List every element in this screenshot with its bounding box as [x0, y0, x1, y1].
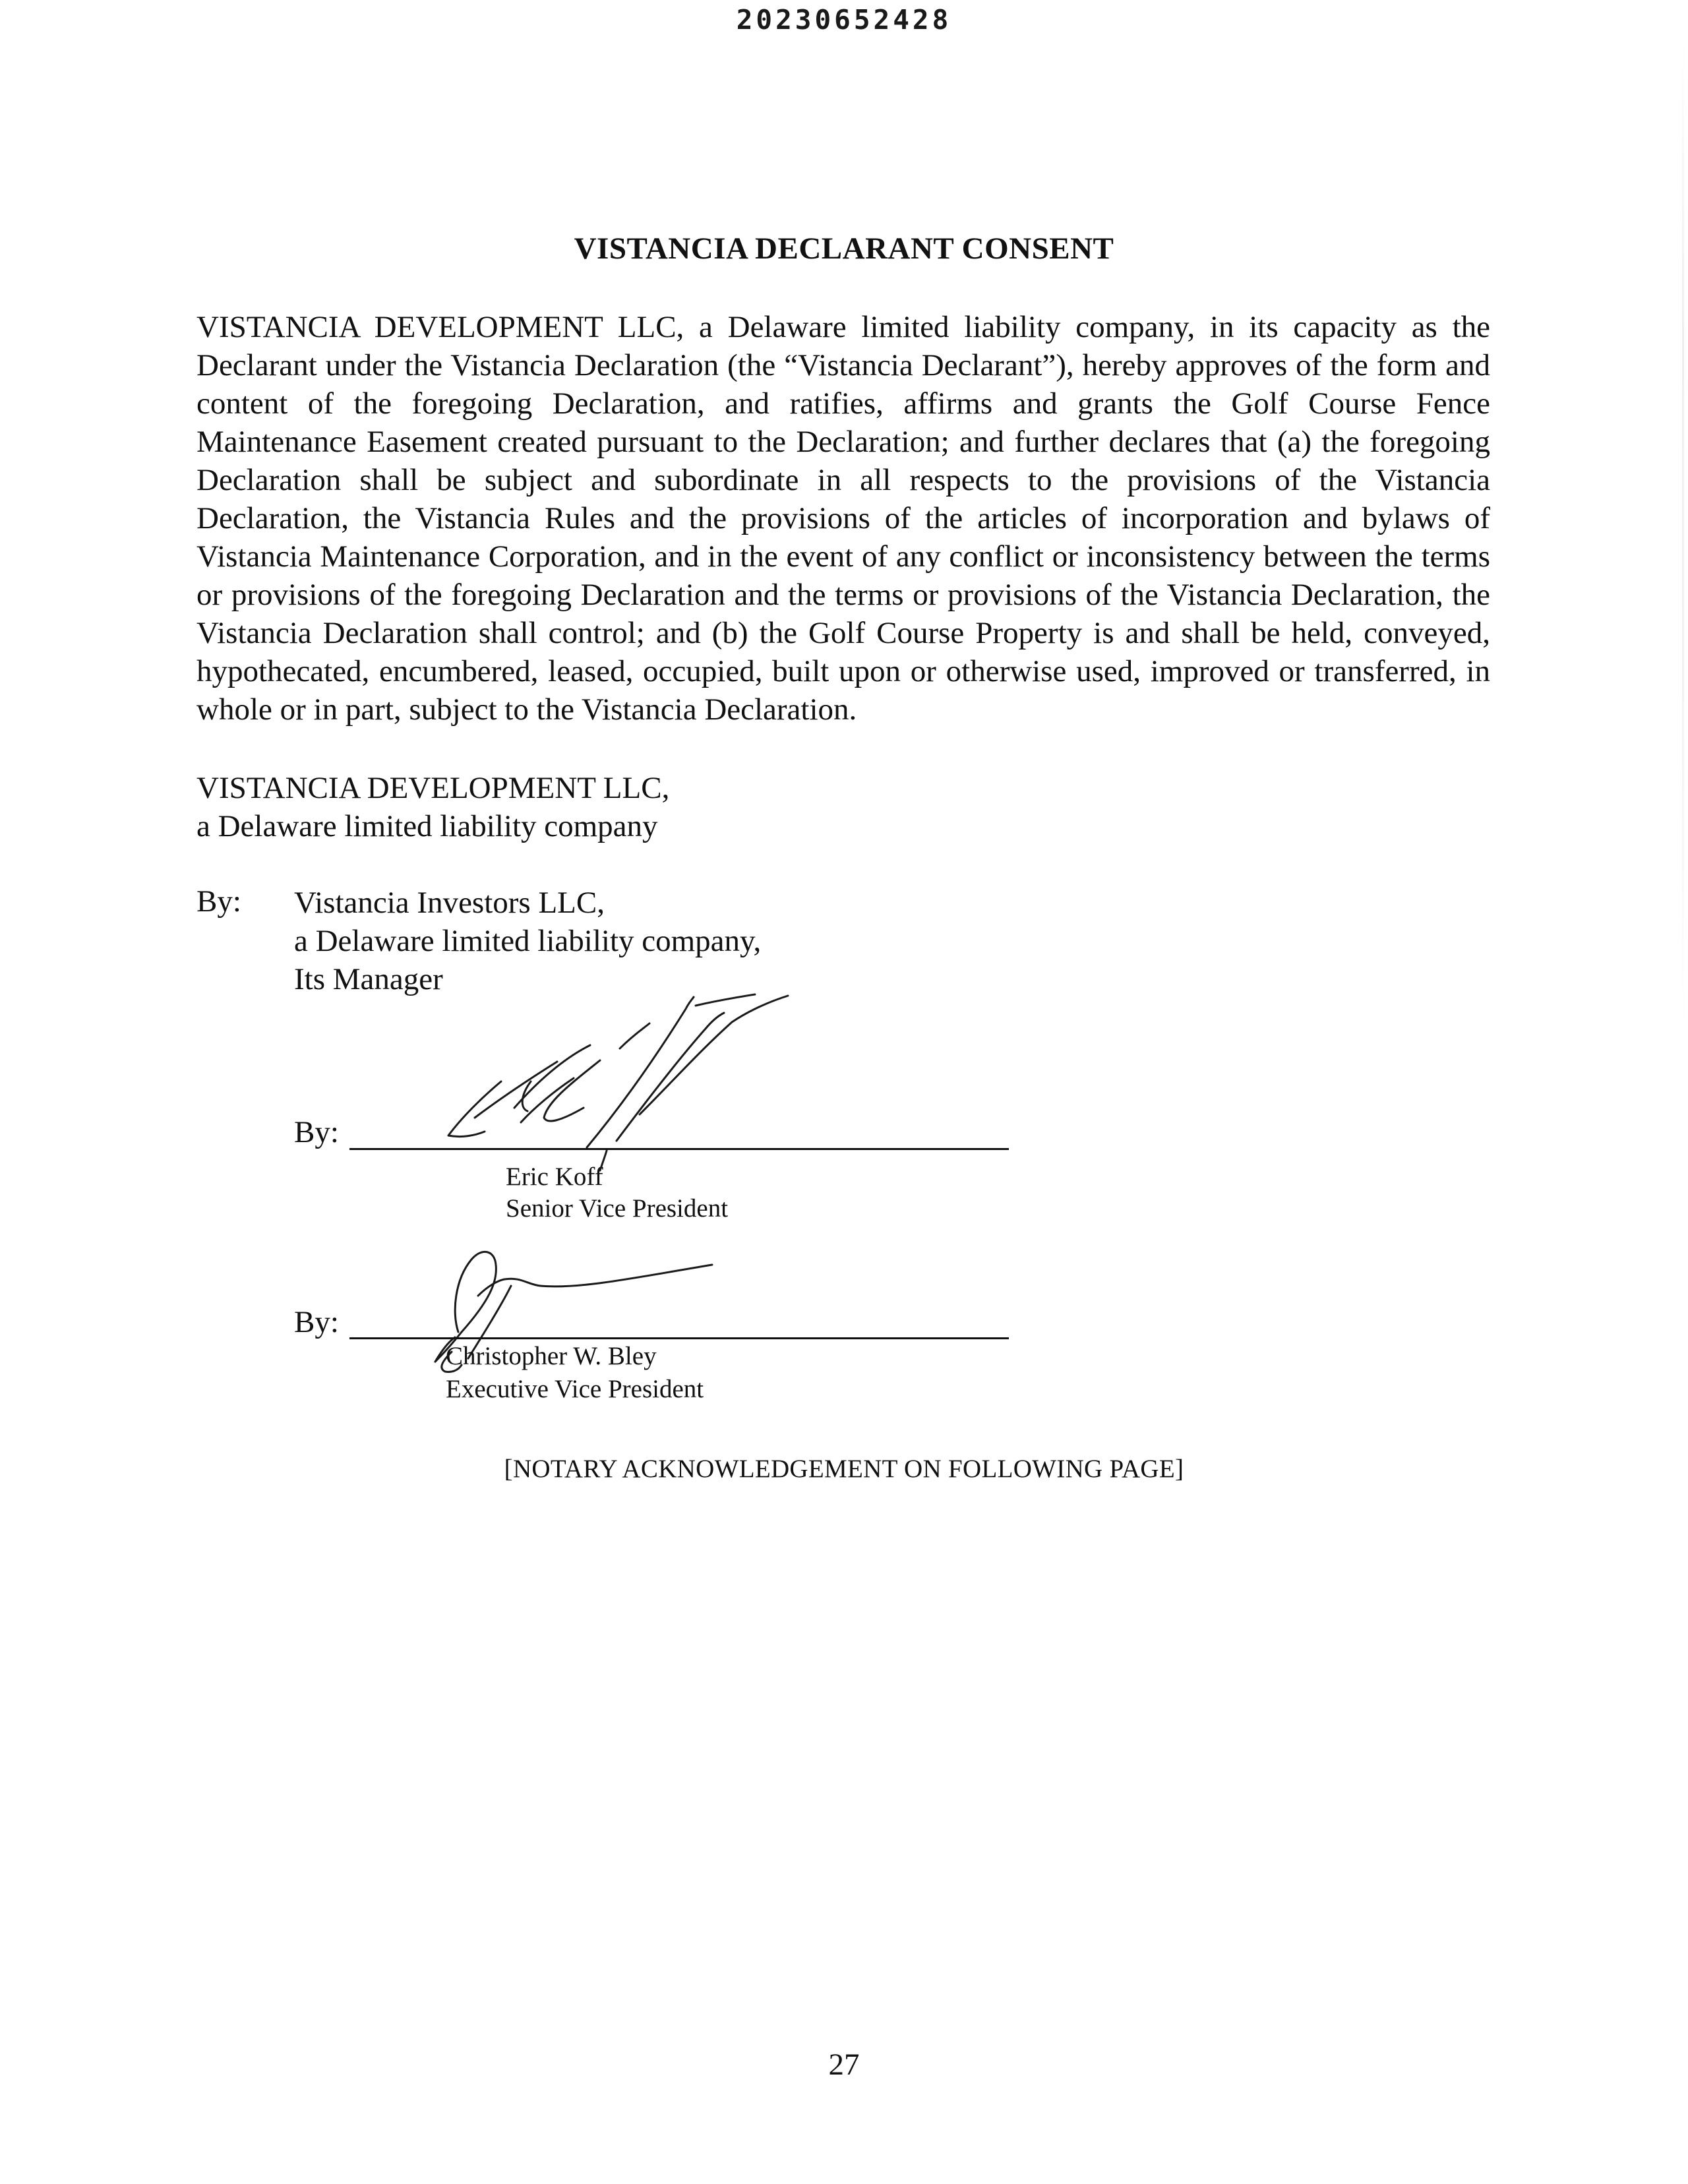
manager-type: a Delaware limited liability company,	[294, 924, 762, 958]
recording-number: 20230652428	[736, 4, 952, 36]
manager-name: Vistancia Investors LLC,	[294, 886, 605, 920]
signer-2-by-label: By:	[294, 1305, 339, 1339]
document-title: VISTANCIA DECLARANT CONSENT	[574, 231, 1114, 266]
signer-1-name: Eric Koff	[506, 1163, 603, 1191]
notary-note: [NOTARY ACKNOWLEDGEMENT ON FOLLOWING PAGE]	[504, 1455, 1184, 1483]
handwritten-signature-icon	[422, 983, 831, 1180]
entity-type: a Delaware limited liability company	[196, 809, 658, 843]
signer-2-signature-line	[349, 1337, 1009, 1339]
manager-role: Its Manager	[294, 962, 443, 996]
scan-edge-artifact	[1682, 40, 1684, 1029]
signer-2-title: Executive Vice President	[446, 1375, 704, 1403]
consent-paragraph: VISTANCIA DEVELOPMENT LLC, a Delaware limited liability company, in its capacity as the Declarant under the Vistancia Declaration (the “Vistancia Declarant”), hereby approves of the form and content of the foregoing Declaration, and ratifies, affirms and grants the Golf Course Fence Maintenance Easement created pursuant to the Declaration; and further declares that (a) the foregoing Declaration shall be subject and subordinate in all respects to the provisions of the Vistancia Declaration, the Vistancia Rules and the provisions of the articles of incorporation and bylaws of Vistancia Maintenance Corporation, and in the event of any conflict or inconsistency between the terms or provisions of the foregoing Declaration and the terms or provisions of the Vistancia Declaration, the Vistancia Declaration shall control; and (b) the Golf Course Property is and shall be held, conveyed, hypothecated, encumbered, leased, occupied, built upon or otherwise used, improved or transferred, in whole or in part, subject to the Vistancia Declaration.	[196, 310, 1490, 727]
signer-2-name: Christopher W. Bley	[446, 1342, 657, 1370]
signer-1-signature-line	[349, 1148, 1009, 1150]
entity-name: VISTANCIA DEVELOPMENT LLC,	[196, 771, 670, 805]
signer-1-title: Senior Vice President	[506, 1194, 729, 1223]
manager-by-label: By:	[196, 884, 241, 919]
page-number: 27	[828, 2048, 860, 2082]
signer-1-by-label: By:	[294, 1115, 339, 1149]
